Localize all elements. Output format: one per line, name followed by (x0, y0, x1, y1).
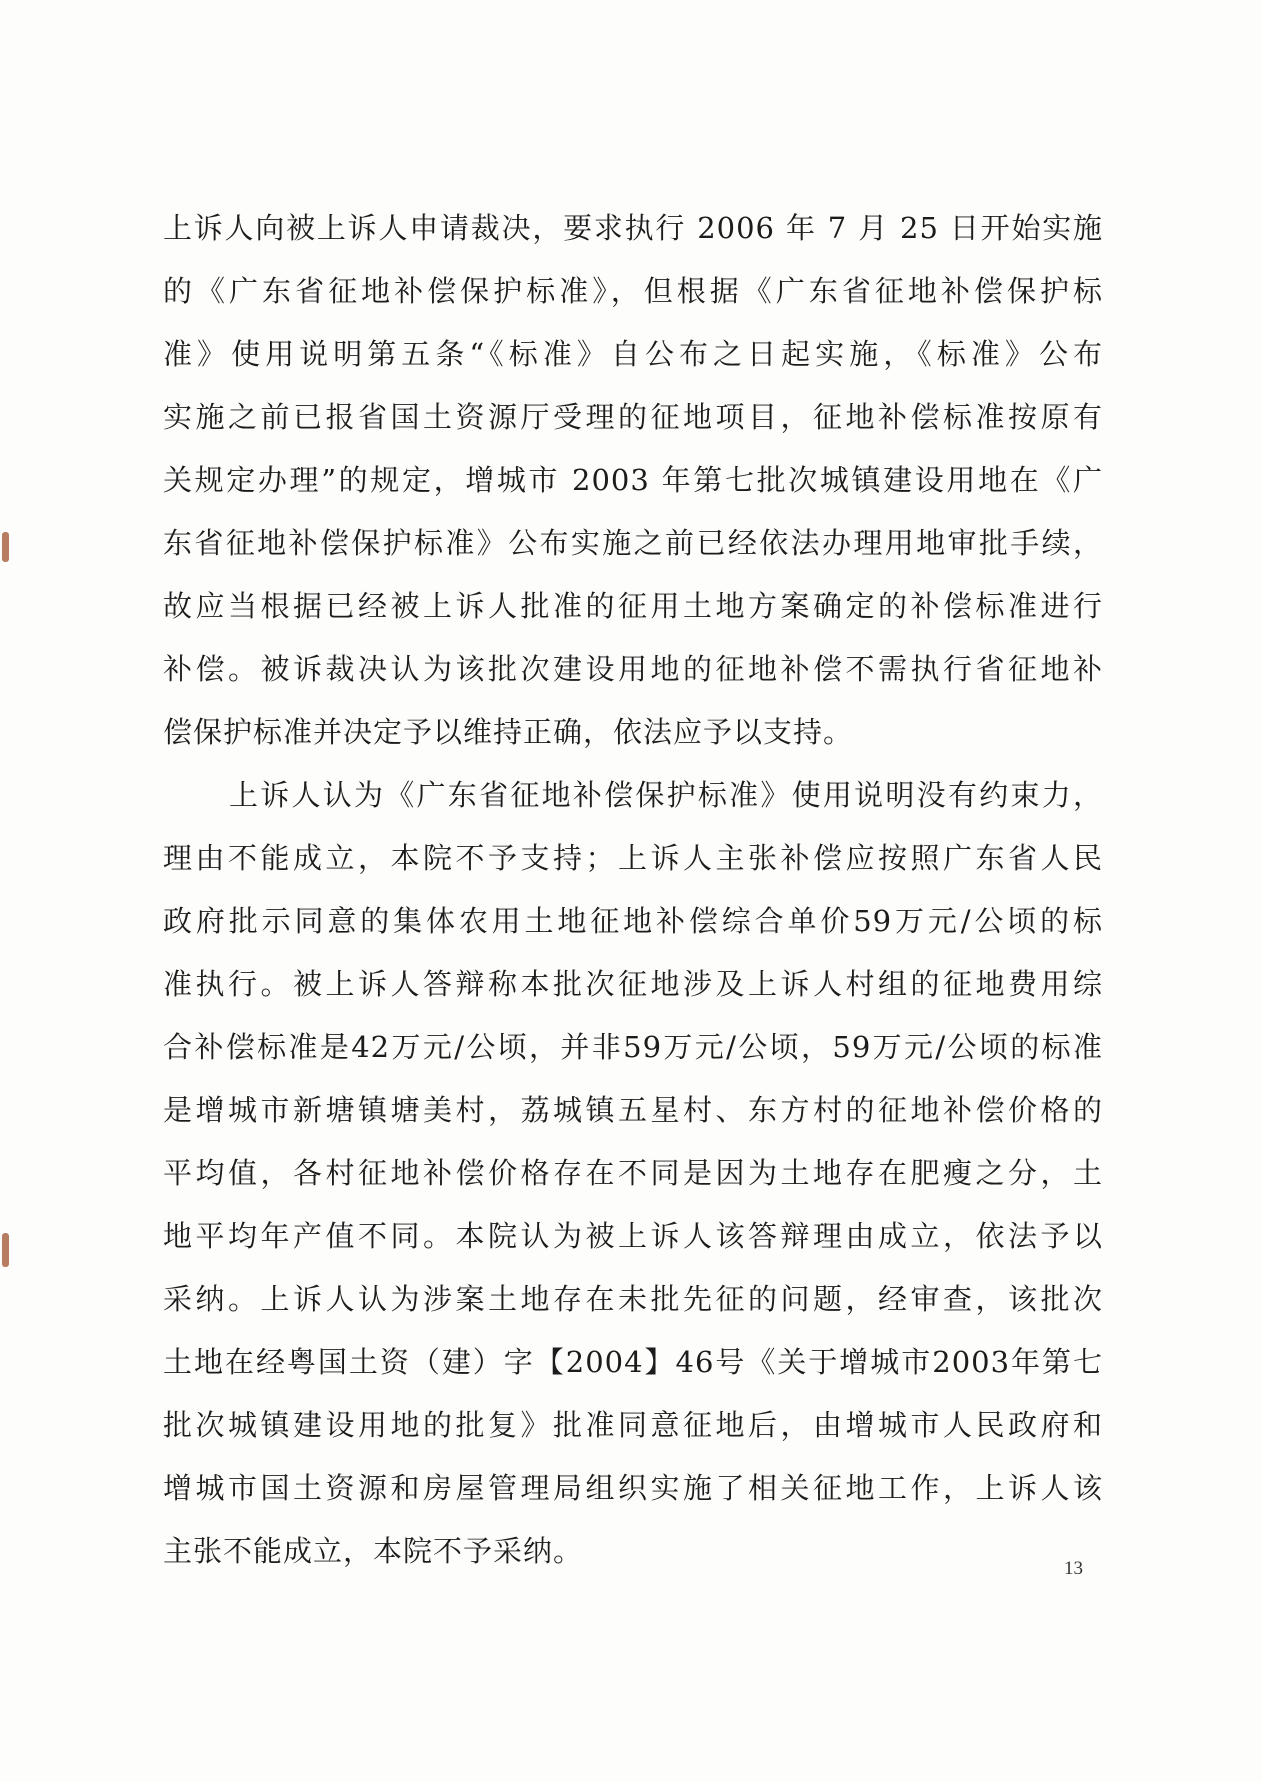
text-line: 采纳。上诉人认为涉案土地存在未批先征的问题，经审查，该批次 (163, 1282, 1103, 1316)
text-line: 土地在经粤国土资（建）字【2004】46号《关于增城市2003年第七 (163, 1345, 1103, 1379)
text-line: 合补偿标准是42万元/公顷，并非59万元/公顷，59万元/公顷的标准 (163, 1030, 1103, 1064)
text-line: 的《广东省征地补偿保护标准》，但根据《广东省征地补偿保护标 (163, 274, 1103, 308)
paragraph-1 (163, 197, 1103, 764)
text-line: 故应当根据已经被上诉人批准的征用土地方案确定的补偿标准进行 (163, 589, 1103, 623)
text-line: 上诉人认为《广东省征地补偿保护标准》使用说明没有约束力， (229, 778, 1103, 812)
text-line: 准》使用说明第五条“《标准》自公布之日起实施，《标准》公布 (163, 337, 1103, 371)
text-line: 理由不能成立，本院不予支持；上诉人主张补偿应按照广东省人民 (163, 841, 1103, 875)
text-line: 准执行。被上诉人答辩称本批次征地涉及上诉人村组的征地费用综 (163, 967, 1103, 1001)
text-line: 主张不能成立，本院不予采纳。 (163, 1534, 584, 1568)
text-line: 是增城市新塘镇塘美村，荔城镇五星村、东方村的征地补偿价格的 (163, 1093, 1103, 1127)
text-line: 批次城镇建设用地的批复》批准同意征地后，由增城市人民政府和 (163, 1408, 1103, 1442)
text-line: 关规定办理”的规定，增城市 2003 年第七批次城镇建设用地在《广 (163, 463, 1103, 497)
text-line: 政府批示同意的集体农用土地征地补偿综合单价59万元/公顷的标 (163, 904, 1103, 938)
binding-stain-mark (2, 1233, 9, 1267)
page-number: 13 (1064, 1558, 1083, 1579)
text-line: 偿保护标准并决定予以维持正确，依法应予以支持。 (163, 715, 854, 749)
text-line: 增城市国土资源和房屋管理局组织实施了相关征地工作，上诉人该 (163, 1471, 1103, 1505)
text-line: 补偿。被诉裁决认为该批次建设用地的征地补偿不需执行省征地补 (163, 652, 1103, 686)
text-line: 地平均年产值不同。本院认为被上诉人该答辩理由成立，依法予以 (163, 1219, 1103, 1253)
binding-stain-mark (2, 532, 9, 562)
text-line: 实施之前已报省国土资源厅受理的征地项目，征地补偿标准按原有 (163, 400, 1103, 434)
text-line: 平均值，各村征地补偿价格存在不同是因为土地存在肥瘦之分，土 (163, 1156, 1103, 1190)
text-line: 东省征地补偿保护标准》公布实施之前已经依法办理用地审批手续， (163, 526, 1103, 560)
text-line: 上诉人向被上诉人申请裁决，要求执行 2006 年 7 月 25 日开始实施 (163, 211, 1103, 245)
document-body (163, 197, 1103, 1583)
paragraph-2 (163, 764, 1103, 1583)
